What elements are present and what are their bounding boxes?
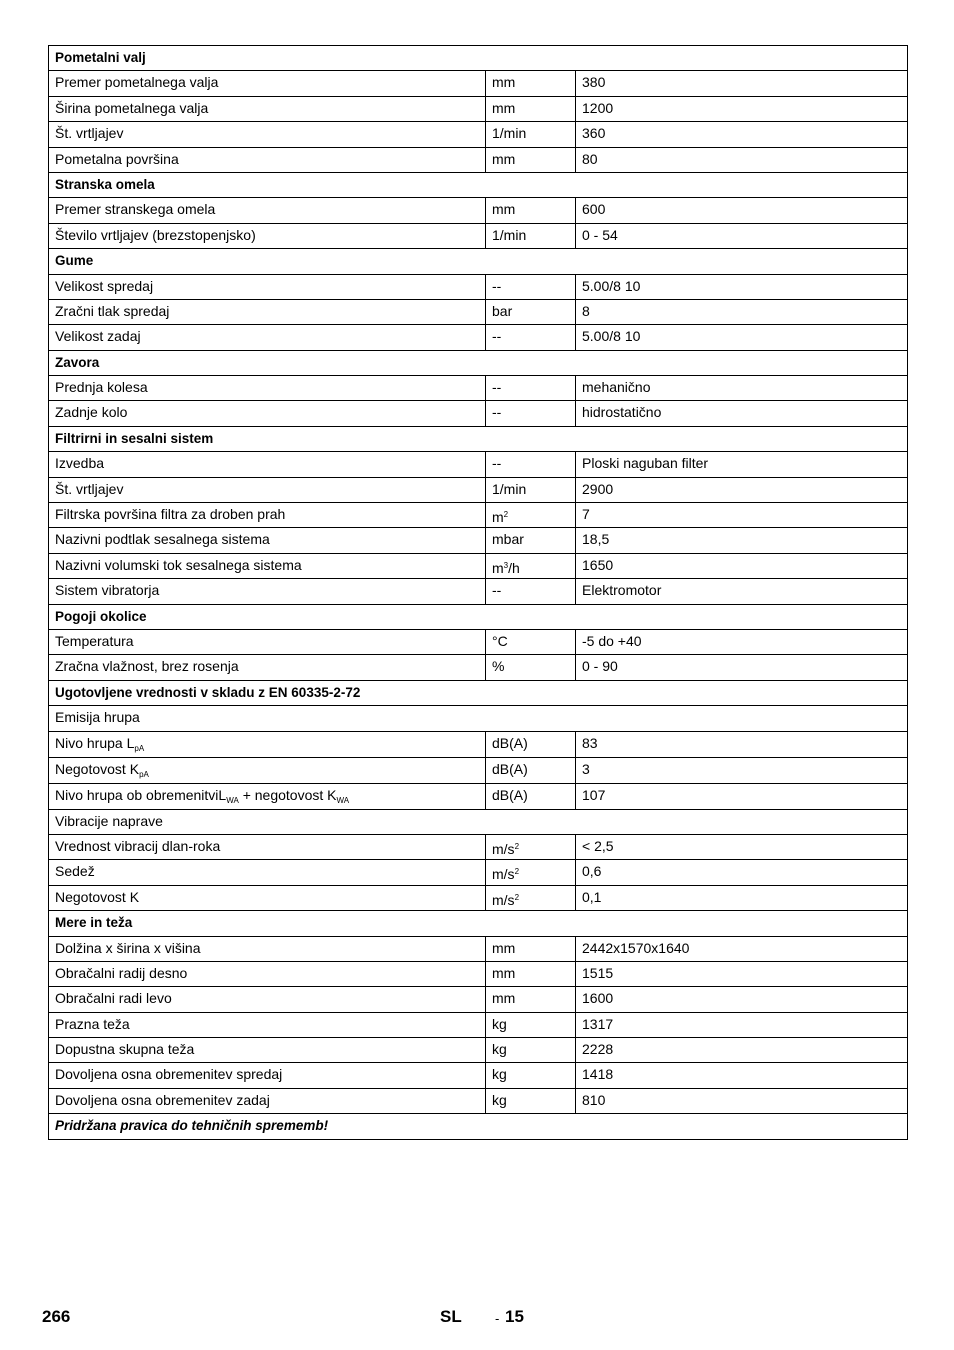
row-unit-superscript: 2 xyxy=(514,867,520,877)
table-row xyxy=(49,223,908,248)
row-label: Premer stranskega omela xyxy=(55,201,216,218)
row-value: 0 - 54 xyxy=(576,223,908,248)
row-label: Prednja kolesa xyxy=(55,379,148,396)
table-row xyxy=(49,834,908,859)
row-unit: mm xyxy=(492,964,516,981)
row-unit: 1/min xyxy=(492,125,527,142)
row-unit-cell xyxy=(486,96,576,121)
row-value: 18,5 xyxy=(576,528,908,553)
row-unit-base: m xyxy=(492,559,504,576)
row-value: 0,1 xyxy=(576,885,908,910)
row-value: 7 xyxy=(576,503,908,528)
row-label: Temperatura xyxy=(55,632,134,649)
row-label: Vrednost vibracij dlan-roka xyxy=(55,837,221,854)
row-label: Dolžina x širina x višina xyxy=(55,939,201,956)
row-unit-cell xyxy=(486,198,576,223)
row-label-cell xyxy=(49,503,486,528)
row-unit-cell xyxy=(486,299,576,324)
section-header-row xyxy=(49,172,908,197)
row-unit: mm xyxy=(492,939,516,956)
row-value: 1418 xyxy=(576,1063,908,1088)
row-label-cell xyxy=(49,71,486,96)
row-label: Velikost zadaj xyxy=(55,328,141,345)
row-label-cell xyxy=(49,96,486,121)
table-row xyxy=(49,401,908,426)
row-value: 8 xyxy=(576,299,908,324)
table-row xyxy=(49,987,908,1012)
row-unit: % xyxy=(492,658,505,675)
row-unit-cell xyxy=(486,477,576,502)
row-label-base: Nivo hrupa L xyxy=(55,734,135,751)
technical-data-table xyxy=(48,45,908,1140)
section-header-row xyxy=(49,604,908,629)
row-label: Nazivni podtlak sesalnega sistema xyxy=(55,531,270,548)
row-unit-cell xyxy=(486,885,576,910)
table-row xyxy=(49,274,908,299)
section-title: Ugotovljene vrednosti v skladu z EN 60335-2-72 xyxy=(49,680,908,705)
row-unit-cell xyxy=(486,579,576,604)
row-unit: dB(A) xyxy=(492,760,528,777)
row-value: hidrostatično xyxy=(576,401,908,426)
section-page-number: 15 xyxy=(505,1307,524,1326)
row-value: 80 xyxy=(576,147,908,172)
row-unit: mbar xyxy=(492,531,524,548)
row-label-cell xyxy=(49,987,486,1012)
row-unit-cell xyxy=(486,122,576,147)
footnote-row xyxy=(49,1114,908,1139)
technical-data-body xyxy=(49,46,908,1140)
row-value: 2442x1570x1640 xyxy=(576,936,908,961)
row-label: Obračalni radij desno xyxy=(55,964,188,981)
row-unit: kg xyxy=(492,1066,507,1083)
row-label-cell xyxy=(49,1038,486,1063)
row-unit-cell xyxy=(486,936,576,961)
row-unit-cell xyxy=(486,528,576,553)
table-row xyxy=(49,1012,908,1037)
row-label-cell xyxy=(49,885,486,910)
table-row xyxy=(49,885,908,910)
row-label: Št. vrtljajev xyxy=(55,480,124,497)
section-title: Zavora xyxy=(49,350,908,375)
section-header-row xyxy=(49,426,908,451)
row-unit: kg xyxy=(492,1041,507,1058)
row-unit: 1/min xyxy=(492,480,527,497)
table-row xyxy=(49,706,908,731)
table-row xyxy=(49,553,908,578)
row-label-base: Negotovost K xyxy=(55,760,140,777)
row-unit-cell xyxy=(486,834,576,859)
row-label-cell xyxy=(49,936,486,961)
row-label: Sedež xyxy=(55,863,95,880)
row-label: Število vrtljajev (brezstopenjsko) xyxy=(55,226,256,243)
row-unit: mm xyxy=(492,990,516,1007)
row-unit: kg xyxy=(492,1015,507,1032)
row-label-subscript: WA xyxy=(226,795,239,805)
row-label-cell xyxy=(49,452,486,477)
row-unit: °C xyxy=(492,632,508,649)
row-unit-cell xyxy=(486,71,576,96)
row-unit-cell xyxy=(486,452,576,477)
row-unit-superscript: 2 xyxy=(514,841,520,851)
row-unit-cell xyxy=(486,1088,576,1113)
row-label: Velikost spredaj xyxy=(55,277,154,294)
row-unit-superscript: 2 xyxy=(514,892,520,902)
row-label-cell xyxy=(49,122,486,147)
row-label-cell xyxy=(49,961,486,986)
row-unit-cell xyxy=(486,1063,576,1088)
row-unit-cell xyxy=(486,553,576,578)
row-label: Negotovost K xyxy=(55,888,140,905)
row-label-cell xyxy=(49,147,486,172)
footnote: Pridržana pravica do tehničnih sprememb! xyxy=(49,1114,908,1139)
row-unit-base: m/s xyxy=(492,840,515,857)
row-label-cell xyxy=(49,528,486,553)
row-label-subscript-2: WA xyxy=(336,795,350,805)
row-unit-cell xyxy=(486,783,576,809)
row-value: 83 xyxy=(576,731,908,757)
row-unit-cell xyxy=(486,223,576,248)
table-row xyxy=(49,376,908,401)
row-label-cell xyxy=(49,629,486,654)
section-header-row xyxy=(49,911,908,936)
table-row xyxy=(49,122,908,147)
row-value: Ploski naguban filter xyxy=(576,452,908,477)
table-row xyxy=(49,477,908,502)
table-row xyxy=(49,1088,908,1113)
row-unit: mm xyxy=(492,74,516,91)
table-row xyxy=(49,198,908,223)
table-row xyxy=(49,528,908,553)
row-unit: bar xyxy=(492,302,513,319)
row-unit: -- xyxy=(492,277,502,294)
section-title: Pogoji okolice xyxy=(49,604,908,629)
table-row xyxy=(49,579,908,604)
row-label-cell xyxy=(49,731,486,757)
row-unit: -- xyxy=(492,379,502,396)
row-label-cell xyxy=(49,198,486,223)
row-label-cell xyxy=(49,401,486,426)
row-unit-cell xyxy=(486,961,576,986)
row-label: Izvedba xyxy=(55,455,105,472)
row-label: Obračalni radi levo xyxy=(55,990,172,1007)
row-label: Sistem vibratorja xyxy=(55,582,160,599)
row-value: 1650 xyxy=(576,553,908,578)
row-unit-cell xyxy=(486,629,576,654)
row-label-base: Nivo hrupa ob obremenitviL xyxy=(55,786,227,803)
row-label-cell xyxy=(49,299,486,324)
table-row xyxy=(49,325,908,350)
table-row xyxy=(49,731,908,757)
section-title: Stranska omela xyxy=(49,172,908,197)
row-unit: -- xyxy=(492,582,502,599)
row-value: 107 xyxy=(576,783,908,809)
row-unit: kg xyxy=(492,1091,507,1108)
table-row xyxy=(49,655,908,680)
row-label-cell xyxy=(49,783,486,809)
row-value: 1600 xyxy=(576,987,908,1012)
row-value: 1515 xyxy=(576,961,908,986)
row-unit-cell xyxy=(486,401,576,426)
row-value: 5.00/8 10 xyxy=(576,274,908,299)
row-unit-cell xyxy=(486,376,576,401)
table-row xyxy=(49,809,908,834)
table-row xyxy=(49,299,908,324)
table-row xyxy=(49,96,908,121)
row-unit-cell xyxy=(486,757,576,783)
row-label: Prazna teža xyxy=(55,1015,130,1032)
row-value: 380 xyxy=(576,71,908,96)
section-header-row xyxy=(49,249,908,274)
row-label: Zračna vlažnost, brez rosenja xyxy=(55,658,239,675)
row-value: 5.00/8 10 xyxy=(576,325,908,350)
row-unit-superscript: 2 xyxy=(503,510,509,520)
row-label-cell xyxy=(49,477,486,502)
row-unit: dB(A) xyxy=(492,786,528,803)
row-label: Nazivni volumski tok sesalnega sistema xyxy=(55,556,302,573)
row-unit: mm xyxy=(492,150,516,167)
row-unit: 1/min xyxy=(492,226,527,243)
row-unit: -- xyxy=(492,404,502,421)
row-value: 1317 xyxy=(576,1012,908,1037)
table-row xyxy=(49,1063,908,1088)
row-value: mehanično xyxy=(576,376,908,401)
row-value: < 2,5 xyxy=(576,834,908,859)
row-label-cell xyxy=(49,860,486,885)
row-unit: mm xyxy=(492,201,516,218)
row-unit: -- xyxy=(492,455,502,472)
table-row xyxy=(49,783,908,809)
row-label: Št. vrtljajev xyxy=(55,125,124,142)
row-unit-cell xyxy=(486,325,576,350)
row-label-cell xyxy=(49,579,486,604)
language-code: SL xyxy=(440,1307,462,1326)
row-label-subscript: pA xyxy=(134,743,145,753)
table-row xyxy=(49,71,908,96)
row-label-cell xyxy=(49,834,486,859)
row-value: 2228 xyxy=(576,1038,908,1063)
row-label: Dopustna skupna teža xyxy=(55,1041,195,1058)
row-value: 810 xyxy=(576,1088,908,1113)
row-unit-cell xyxy=(486,860,576,885)
row-unit-cell xyxy=(486,1038,576,1063)
row-label: Širina pometalnega valja xyxy=(55,99,209,116)
row-value: 3 xyxy=(576,757,908,783)
row-label-cell xyxy=(49,223,486,248)
table-row xyxy=(49,757,908,783)
subgroup-label: Vibracije naprave xyxy=(49,809,908,834)
row-label-cell xyxy=(49,757,486,783)
row-unit: mm xyxy=(492,99,516,116)
section-title: Mere in teža xyxy=(49,911,908,936)
row-label-cell xyxy=(49,553,486,578)
row-unit-cell xyxy=(486,147,576,172)
row-unit-superscript: 3 xyxy=(503,560,509,570)
row-unit-base: m/s xyxy=(492,866,515,883)
row-value: 360 xyxy=(576,122,908,147)
table-row xyxy=(49,860,908,885)
table-row xyxy=(49,503,908,528)
row-label: Premer pometalnega valja xyxy=(55,74,219,91)
row-label-cell xyxy=(49,1012,486,1037)
row-unit-base: m xyxy=(492,509,504,526)
row-unit-cell xyxy=(486,987,576,1012)
row-unit-cell xyxy=(486,731,576,757)
row-unit: dB(A) xyxy=(492,734,528,751)
row-label: Pometalna površina xyxy=(55,150,179,167)
page-separator: - xyxy=(495,1311,500,1326)
row-label-tail: + negotovost K xyxy=(238,786,337,803)
row-value: 600 xyxy=(576,198,908,223)
row-label: Dovoljena osna obremenitev spredaj xyxy=(55,1066,283,1083)
table-row xyxy=(49,147,908,172)
row-label: Dovoljena osna obremenitev zadaj xyxy=(55,1091,270,1108)
row-label-subscript: pA xyxy=(139,769,149,779)
row-label-cell xyxy=(49,376,486,401)
row-value: 2900 xyxy=(576,477,908,502)
page-number: 266 xyxy=(42,1307,71,1326)
row-label-cell xyxy=(49,325,486,350)
row-label: Filtrska površina filtra za droben prah xyxy=(55,506,286,523)
row-unit-cell xyxy=(486,1012,576,1037)
row-label-cell xyxy=(49,274,486,299)
row-unit-cell xyxy=(486,274,576,299)
section-title: Gume xyxy=(49,249,908,274)
table-row xyxy=(49,936,908,961)
section-header-row xyxy=(49,46,908,71)
subgroup-label: Emisija hrupa xyxy=(49,706,908,731)
row-unit-cell xyxy=(486,655,576,680)
section-header-row xyxy=(49,350,908,375)
row-value: 1200 xyxy=(576,96,908,121)
row-label-cell xyxy=(49,655,486,680)
row-label: Zračni tlak spredaj xyxy=(55,302,170,319)
row-label-cell xyxy=(49,1063,486,1088)
row-label: Zadnje kolo xyxy=(55,404,128,421)
table-row xyxy=(49,629,908,654)
row-unit-base: m/s xyxy=(492,891,515,908)
row-value: 0,6 xyxy=(576,860,908,885)
row-value: Elektromotor xyxy=(576,579,908,604)
section-header-row xyxy=(49,680,908,705)
row-unit-tail: /h xyxy=(508,559,520,576)
row-unit: -- xyxy=(492,328,502,345)
table-row xyxy=(49,452,908,477)
table-row xyxy=(49,961,908,986)
row-value: 0 - 90 xyxy=(576,655,908,680)
table-row xyxy=(49,1038,908,1063)
row-value: -5 do +40 xyxy=(576,629,908,654)
section-title: Pometalni valj xyxy=(49,46,908,71)
row-label-cell xyxy=(49,1088,486,1113)
section-title: Filtrirni in sesalni sistem xyxy=(49,426,908,451)
row-unit-cell xyxy=(486,503,576,528)
